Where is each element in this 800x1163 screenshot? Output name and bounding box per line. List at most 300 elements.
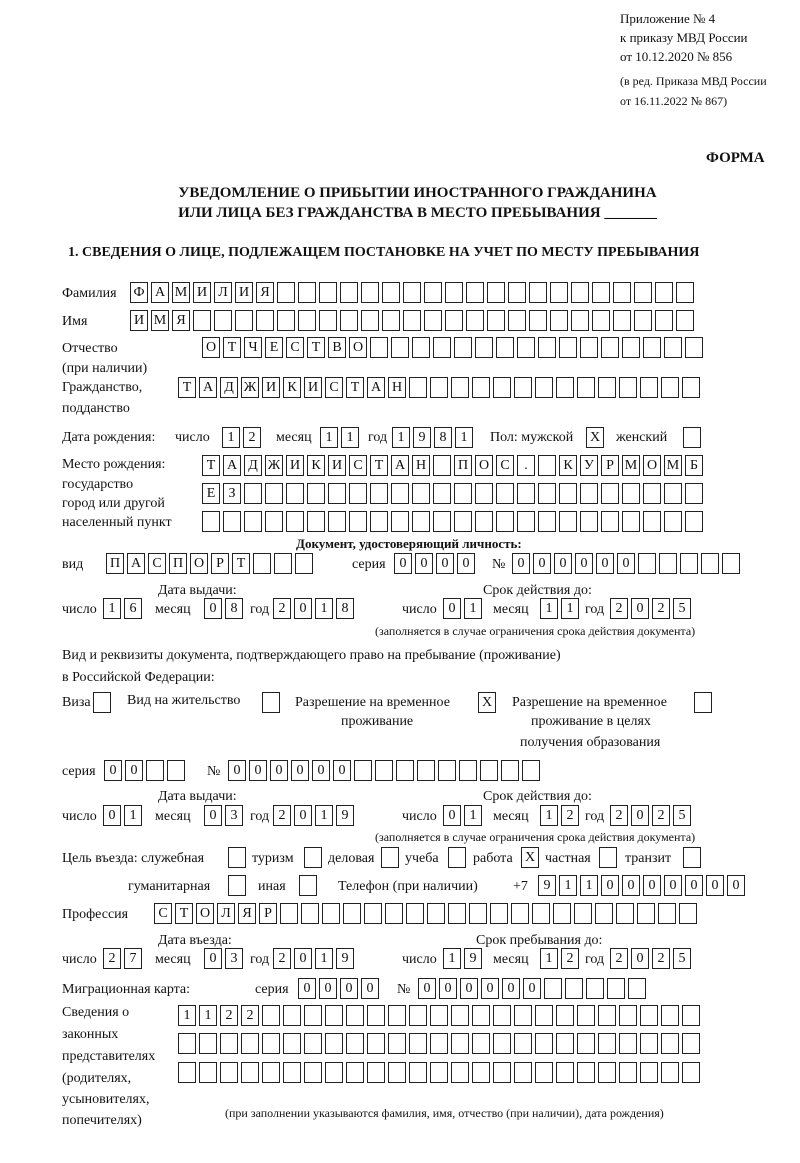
char-box[interactable]: [640, 1062, 658, 1083]
char-box[interactable]: 0: [643, 875, 661, 896]
char-box[interactable]: 7: [124, 948, 142, 969]
char-box[interactable]: [487, 310, 505, 331]
char-box[interactable]: [445, 310, 463, 331]
char-box[interactable]: [607, 978, 625, 999]
char-box[interactable]: [529, 282, 547, 303]
char-box[interactable]: Р: [601, 455, 619, 476]
char-box[interactable]: [685, 337, 703, 358]
char-box[interactable]: [601, 511, 619, 532]
char-box[interactable]: [241, 1062, 259, 1083]
char-box[interactable]: У: [580, 455, 598, 476]
char-box[interactable]: [430, 1005, 448, 1026]
char-box[interactable]: З: [223, 483, 241, 504]
char-box[interactable]: [277, 282, 295, 303]
char-box[interactable]: [388, 1062, 406, 1083]
char-box[interactable]: [522, 760, 540, 781]
char-box[interactable]: [598, 377, 616, 398]
char-box[interactable]: [262, 1005, 280, 1026]
char-box[interactable]: 0: [125, 760, 143, 781]
char-box[interactable]: [228, 847, 246, 868]
char-box[interactable]: О: [475, 455, 493, 476]
char-box[interactable]: [244, 483, 262, 504]
char-box[interactable]: [493, 377, 511, 398]
char-box[interactable]: [490, 903, 508, 924]
char-box[interactable]: [556, 377, 574, 398]
char-box[interactable]: И: [130, 310, 148, 331]
char-box[interactable]: 0: [319, 978, 337, 999]
char-box[interactable]: 5: [673, 948, 691, 969]
char-box[interactable]: [391, 483, 409, 504]
char-box[interactable]: [448, 847, 466, 868]
char-box[interactable]: 0: [601, 875, 619, 896]
char-box[interactable]: [616, 903, 634, 924]
char-box[interactable]: [409, 1033, 427, 1054]
char-box[interactable]: 8: [225, 598, 243, 619]
char-box[interactable]: [364, 903, 382, 924]
char-box[interactable]: [427, 903, 445, 924]
char-box[interactable]: [391, 337, 409, 358]
char-box[interactable]: 1: [199, 1005, 217, 1026]
char-box[interactable]: И: [304, 377, 322, 398]
char-box[interactable]: [286, 511, 304, 532]
char-box[interactable]: 0: [523, 978, 541, 999]
char-box[interactable]: 1: [222, 427, 240, 448]
char-box[interactable]: [480, 760, 498, 781]
char-box[interactable]: 1: [315, 948, 333, 969]
char-box[interactable]: [451, 377, 469, 398]
char-box[interactable]: [517, 511, 535, 532]
char-box[interactable]: [299, 875, 317, 896]
char-box[interactable]: [451, 1033, 469, 1054]
char-box[interactable]: Т: [346, 377, 364, 398]
char-box[interactable]: О: [190, 553, 208, 574]
char-box[interactable]: Ж: [265, 455, 283, 476]
char-box[interactable]: 9: [413, 427, 431, 448]
char-box[interactable]: Ч: [244, 337, 262, 358]
char-box[interactable]: [298, 282, 316, 303]
char-box[interactable]: [325, 1062, 343, 1083]
char-box[interactable]: Р: [259, 903, 277, 924]
char-box[interactable]: 6: [124, 598, 142, 619]
char-box[interactable]: [664, 511, 682, 532]
char-box[interactable]: 0: [294, 948, 312, 969]
char-box[interactable]: [682, 1005, 700, 1026]
char-box[interactable]: 9: [336, 805, 354, 826]
char-box[interactable]: [388, 1033, 406, 1054]
char-box[interactable]: А: [151, 282, 169, 303]
char-box[interactable]: 1: [561, 598, 579, 619]
char-box[interactable]: [262, 1033, 280, 1054]
char-box[interactable]: 0: [727, 875, 745, 896]
char-box[interactable]: [613, 282, 631, 303]
char-box[interactable]: 5: [673, 805, 691, 826]
char-box[interactable]: [676, 282, 694, 303]
char-box[interactable]: Т: [370, 455, 388, 476]
char-box[interactable]: 1: [464, 598, 482, 619]
char-box[interactable]: [634, 282, 652, 303]
char-box[interactable]: 3: [225, 948, 243, 969]
char-box[interactable]: Т: [223, 337, 241, 358]
char-box[interactable]: С: [325, 377, 343, 398]
char-box[interactable]: [388, 1005, 406, 1026]
char-box[interactable]: [370, 337, 388, 358]
char-box[interactable]: [283, 1062, 301, 1083]
char-box[interactable]: [685, 483, 703, 504]
char-box[interactable]: X: [521, 847, 539, 868]
char-box[interactable]: [683, 847, 701, 868]
char-box[interactable]: 0: [481, 978, 499, 999]
char-box[interactable]: [622, 511, 640, 532]
char-box[interactable]: [325, 1033, 343, 1054]
char-box[interactable]: [430, 377, 448, 398]
char-box[interactable]: [574, 903, 592, 924]
char-box[interactable]: [469, 903, 487, 924]
char-box[interactable]: [580, 511, 598, 532]
char-box[interactable]: И: [328, 455, 346, 476]
char-box[interactable]: 1: [540, 598, 558, 619]
char-box[interactable]: [571, 282, 589, 303]
char-box[interactable]: [538, 483, 556, 504]
char-box[interactable]: [340, 310, 358, 331]
char-box[interactable]: [354, 760, 372, 781]
char-box[interactable]: Т: [178, 377, 196, 398]
char-box[interactable]: 0: [664, 875, 682, 896]
char-box[interactable]: 0: [631, 805, 649, 826]
char-box[interactable]: [328, 483, 346, 504]
char-box[interactable]: 2: [273, 805, 291, 826]
char-box[interactable]: 1: [540, 948, 558, 969]
char-box[interactable]: [382, 282, 400, 303]
char-box[interactable]: [167, 760, 185, 781]
char-box[interactable]: [638, 553, 656, 574]
char-box[interactable]: [595, 903, 613, 924]
char-box[interactable]: [412, 483, 430, 504]
char-box[interactable]: 0: [502, 978, 520, 999]
char-box[interactable]: [307, 511, 325, 532]
char-box[interactable]: 1: [443, 948, 461, 969]
char-box[interactable]: [146, 760, 164, 781]
char-box[interactable]: [514, 377, 532, 398]
char-box[interactable]: 0: [457, 553, 475, 574]
char-box[interactable]: 1: [178, 1005, 196, 1026]
char-box[interactable]: 9: [538, 875, 556, 896]
char-box[interactable]: М: [664, 455, 682, 476]
char-box[interactable]: [319, 310, 337, 331]
char-box[interactable]: 5: [673, 598, 691, 619]
char-box[interactable]: 0: [706, 875, 724, 896]
char-box[interactable]: [472, 1005, 490, 1026]
char-box[interactable]: 2: [652, 598, 670, 619]
char-box[interactable]: 8: [434, 427, 452, 448]
char-box[interactable]: 0: [622, 875, 640, 896]
char-box[interactable]: [571, 310, 589, 331]
char-box[interactable]: [454, 483, 472, 504]
char-box[interactable]: [577, 377, 595, 398]
char-box[interactable]: Я: [172, 310, 190, 331]
char-box[interactable]: [265, 483, 283, 504]
char-box[interactable]: 2: [561, 948, 579, 969]
char-box[interactable]: М: [151, 310, 169, 331]
char-box[interactable]: И: [262, 377, 280, 398]
char-box[interactable]: [223, 511, 241, 532]
char-box[interactable]: Т: [232, 553, 250, 574]
char-box[interactable]: [685, 511, 703, 532]
char-box[interactable]: [529, 310, 547, 331]
char-box[interactable]: 8: [336, 598, 354, 619]
char-box[interactable]: Н: [412, 455, 430, 476]
char-box[interactable]: П: [454, 455, 472, 476]
char-box[interactable]: [701, 553, 719, 574]
char-box[interactable]: 0: [575, 553, 593, 574]
char-box[interactable]: [514, 1062, 532, 1083]
char-box[interactable]: [307, 483, 325, 504]
char-box[interactable]: [682, 377, 700, 398]
char-box[interactable]: [274, 553, 292, 574]
char-box[interactable]: [508, 282, 526, 303]
char-box[interactable]: 1: [455, 427, 473, 448]
char-box[interactable]: [424, 310, 442, 331]
char-box[interactable]: [220, 1062, 238, 1083]
char-box[interactable]: [514, 1005, 532, 1026]
char-box[interactable]: 1: [464, 805, 482, 826]
char-box[interactable]: М: [172, 282, 190, 303]
char-box[interactable]: [286, 483, 304, 504]
char-box[interactable]: [304, 1005, 322, 1026]
char-box[interactable]: [544, 978, 562, 999]
char-box[interactable]: [493, 1005, 511, 1026]
char-box[interactable]: [637, 903, 655, 924]
char-box[interactable]: 0: [270, 760, 288, 781]
char-box[interactable]: [511, 903, 529, 924]
char-box[interactable]: О: [643, 455, 661, 476]
char-box[interactable]: 2: [610, 598, 628, 619]
char-box[interactable]: [556, 1062, 574, 1083]
char-box[interactable]: С: [496, 455, 514, 476]
char-box[interactable]: [283, 1033, 301, 1054]
char-box[interactable]: 0: [394, 553, 412, 574]
char-box[interactable]: П: [106, 553, 124, 574]
char-box[interactable]: С: [154, 903, 172, 924]
char-box[interactable]: О: [196, 903, 214, 924]
char-box[interactable]: [417, 760, 435, 781]
char-box[interactable]: [559, 511, 577, 532]
char-box[interactable]: [535, 1033, 553, 1054]
char-box[interactable]: Е: [265, 337, 283, 358]
char-box[interactable]: 0: [554, 553, 572, 574]
char-box[interactable]: [265, 511, 283, 532]
char-box[interactable]: [433, 455, 451, 476]
char-box[interactable]: 1: [392, 427, 410, 448]
char-box[interactable]: [343, 903, 361, 924]
char-box[interactable]: [619, 1062, 637, 1083]
char-box[interactable]: [322, 903, 340, 924]
char-box[interactable]: [93, 692, 111, 713]
char-box[interactable]: [244, 511, 262, 532]
char-box[interactable]: [655, 310, 673, 331]
char-box[interactable]: 0: [596, 553, 614, 574]
char-box[interactable]: 2: [652, 948, 670, 969]
char-box[interactable]: [535, 377, 553, 398]
char-box[interactable]: [295, 553, 313, 574]
char-box[interactable]: [496, 337, 514, 358]
char-box[interactable]: [592, 310, 610, 331]
char-box[interactable]: [220, 1033, 238, 1054]
char-box[interactable]: [412, 511, 430, 532]
char-box[interactable]: [466, 282, 484, 303]
char-box[interactable]: [580, 337, 598, 358]
char-box[interactable]: 0: [443, 805, 461, 826]
char-box[interactable]: Т: [307, 337, 325, 358]
char-box[interactable]: [556, 1005, 574, 1026]
char-box[interactable]: [577, 1005, 595, 1026]
char-box[interactable]: [241, 1033, 259, 1054]
char-box[interactable]: Л: [217, 903, 235, 924]
char-box[interactable]: 2: [220, 1005, 238, 1026]
char-box[interactable]: 3: [225, 805, 243, 826]
char-box[interactable]: [655, 282, 673, 303]
char-box[interactable]: [454, 511, 472, 532]
char-box[interactable]: 0: [439, 978, 457, 999]
char-box[interactable]: Т: [202, 455, 220, 476]
char-box[interactable]: [409, 377, 427, 398]
char-box[interactable]: [661, 1062, 679, 1083]
char-box[interactable]: 0: [298, 978, 316, 999]
char-box[interactable]: Л: [214, 282, 232, 303]
char-box[interactable]: [535, 1062, 553, 1083]
char-box[interactable]: 1: [580, 875, 598, 896]
char-box[interactable]: Н: [388, 377, 406, 398]
char-box[interactable]: [370, 483, 388, 504]
char-box[interactable]: 0: [533, 553, 551, 574]
char-box[interactable]: 0: [631, 598, 649, 619]
char-box[interactable]: С: [148, 553, 166, 574]
char-box[interactable]: И: [235, 282, 253, 303]
char-box[interactable]: [385, 903, 403, 924]
char-box[interactable]: 0: [436, 553, 454, 574]
char-box[interactable]: Ж: [241, 377, 259, 398]
char-box[interactable]: [475, 511, 493, 532]
char-box[interactable]: [280, 903, 298, 924]
char-box[interactable]: [661, 1033, 679, 1054]
char-box[interactable]: [451, 1062, 469, 1083]
char-box[interactable]: [598, 1005, 616, 1026]
char-box[interactable]: [406, 903, 424, 924]
char-box[interactable]: [640, 377, 658, 398]
char-box[interactable]: 0: [204, 805, 222, 826]
char-box[interactable]: 0: [340, 978, 358, 999]
char-box[interactable]: 0: [685, 875, 703, 896]
char-box[interactable]: [361, 282, 379, 303]
char-box[interactable]: Я: [256, 282, 274, 303]
char-box[interactable]: [304, 1062, 322, 1083]
char-box[interactable]: А: [127, 553, 145, 574]
char-box[interactable]: [598, 1062, 616, 1083]
char-box[interactable]: 1: [124, 805, 142, 826]
char-box[interactable]: [550, 310, 568, 331]
char-box[interactable]: 2: [652, 805, 670, 826]
char-box[interactable]: [658, 903, 676, 924]
char-box[interactable]: Т: [175, 903, 193, 924]
char-box[interactable]: [199, 1033, 217, 1054]
char-box[interactable]: 0: [204, 948, 222, 969]
char-box[interactable]: [466, 310, 484, 331]
char-box[interactable]: [601, 337, 619, 358]
char-box[interactable]: [214, 310, 232, 331]
char-box[interactable]: [349, 483, 367, 504]
char-box[interactable]: [430, 1062, 448, 1083]
char-box[interactable]: [619, 1033, 637, 1054]
char-box[interactable]: [319, 282, 337, 303]
char-box[interactable]: О: [349, 337, 367, 358]
char-box[interactable]: 1: [540, 805, 558, 826]
char-box[interactable]: [661, 1005, 679, 1026]
char-box[interactable]: [682, 1062, 700, 1083]
char-box[interactable]: [475, 337, 493, 358]
char-box[interactable]: 0: [294, 598, 312, 619]
char-box[interactable]: [613, 310, 631, 331]
char-box[interactable]: 0: [631, 948, 649, 969]
char-box[interactable]: [349, 511, 367, 532]
char-box[interactable]: 0: [512, 553, 530, 574]
char-box[interactable]: [454, 337, 472, 358]
char-box[interactable]: [396, 760, 414, 781]
char-box[interactable]: [550, 282, 568, 303]
char-box[interactable]: [253, 553, 271, 574]
char-box[interactable]: 0: [228, 760, 246, 781]
char-box[interactable]: [391, 511, 409, 532]
char-box[interactable]: [262, 1062, 280, 1083]
char-box[interactable]: 2: [103, 948, 121, 969]
char-box[interactable]: X: [478, 692, 496, 713]
char-box[interactable]: [517, 483, 535, 504]
char-box[interactable]: [382, 310, 400, 331]
char-box[interactable]: 0: [617, 553, 635, 574]
char-box[interactable]: [592, 282, 610, 303]
char-box[interactable]: [535, 1005, 553, 1026]
char-box[interactable]: [501, 760, 519, 781]
char-box[interactable]: Р: [211, 553, 229, 574]
char-box[interactable]: С: [286, 337, 304, 358]
char-box[interactable]: А: [391, 455, 409, 476]
char-box[interactable]: [517, 337, 535, 358]
char-box[interactable]: [628, 978, 646, 999]
char-box[interactable]: [433, 337, 451, 358]
char-box[interactable]: [664, 483, 682, 504]
char-box[interactable]: [409, 1062, 427, 1083]
char-box[interactable]: [664, 337, 682, 358]
char-box[interactable]: [514, 1033, 532, 1054]
char-box[interactable]: К: [283, 377, 301, 398]
char-box[interactable]: [433, 511, 451, 532]
char-box[interactable]: [459, 760, 477, 781]
char-box[interactable]: [193, 310, 211, 331]
char-box[interactable]: [277, 310, 295, 331]
char-box[interactable]: 0: [415, 553, 433, 574]
char-box[interactable]: [640, 1005, 658, 1026]
char-box[interactable]: [178, 1033, 196, 1054]
char-box[interactable]: [694, 692, 712, 713]
char-box[interactable]: И: [193, 282, 211, 303]
char-box[interactable]: [370, 511, 388, 532]
char-box[interactable]: [496, 483, 514, 504]
char-box[interactable]: X: [586, 427, 604, 448]
char-box[interactable]: 1: [320, 427, 338, 448]
char-box[interactable]: Б: [685, 455, 703, 476]
char-box[interactable]: 0: [291, 760, 309, 781]
char-box[interactable]: [556, 1033, 574, 1054]
char-box[interactable]: [346, 1062, 364, 1083]
char-box[interactable]: [676, 310, 694, 331]
